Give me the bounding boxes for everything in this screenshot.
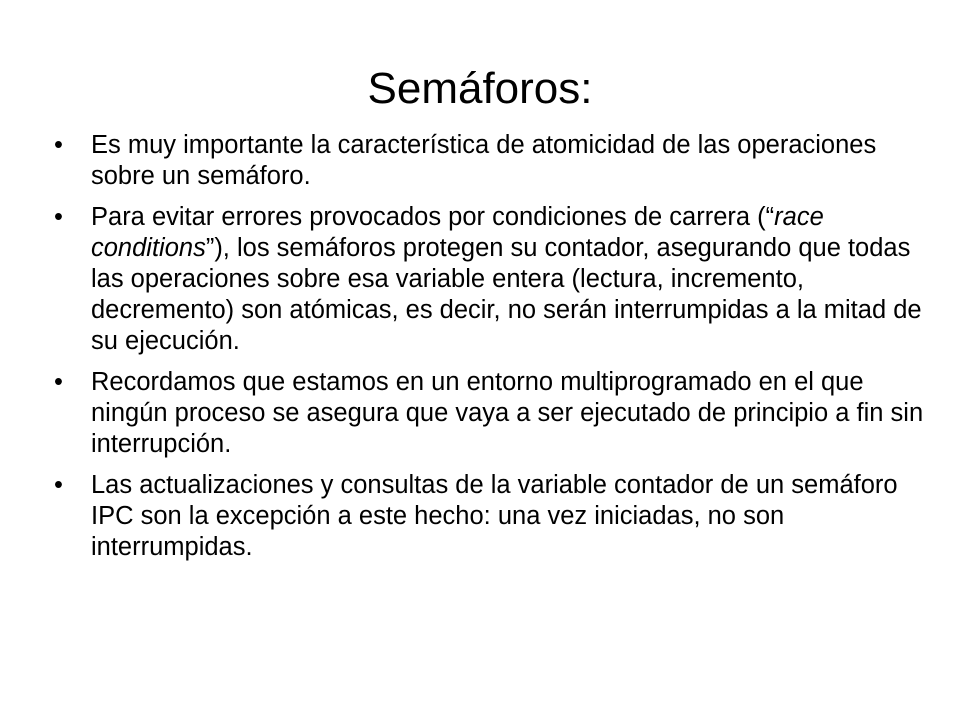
bullet-text: Es muy importante la característica de atomicidad de las operaciones sobre un semáforo. — [91, 131, 877, 190]
bullet-marker: • — [54, 131, 63, 159]
bullet-item-2 — [54, 202, 924, 357]
bullet-text: Recordamos que estamos en un entorno multiprogramado en el que ningún proceso se asegura que vaya a ser ejecutado de principio a fin sin interrupción. — [91, 368, 924, 458]
bullet-marker: • — [54, 368, 63, 396]
bullet-item-4 — [54, 470, 924, 563]
bullet-item-1 — [54, 130, 924, 192]
bullet-text: Las actualizaciones y consultas de la variable contador de un semáforo IPC son la excepción a este hecho: una vez iniciadas, no son interrumpidas. — [91, 471, 898, 561]
bullet-marker: • — [54, 203, 63, 231]
slide-title: Semáforos: — [367, 64, 593, 113]
bullet-text-end: ”), los semáforos protegen su contador, asegurando que todas las operaciones sobre esa variable entera (lectura, incremento, decremento) son atómicas, es decir, no serán interrumpidas a la mitad de su ejecución. — [91, 234, 922, 355]
bullet-item-3 — [54, 367, 924, 460]
bullet-text-start: Para evitar errores provocados por condiciones de carrera (“ — [91, 203, 775, 231]
bullet-marker: • — [54, 471, 63, 499]
bullet-list — [54, 130, 924, 573]
bullet-italic-term: race conditions — [91, 203, 824, 262]
